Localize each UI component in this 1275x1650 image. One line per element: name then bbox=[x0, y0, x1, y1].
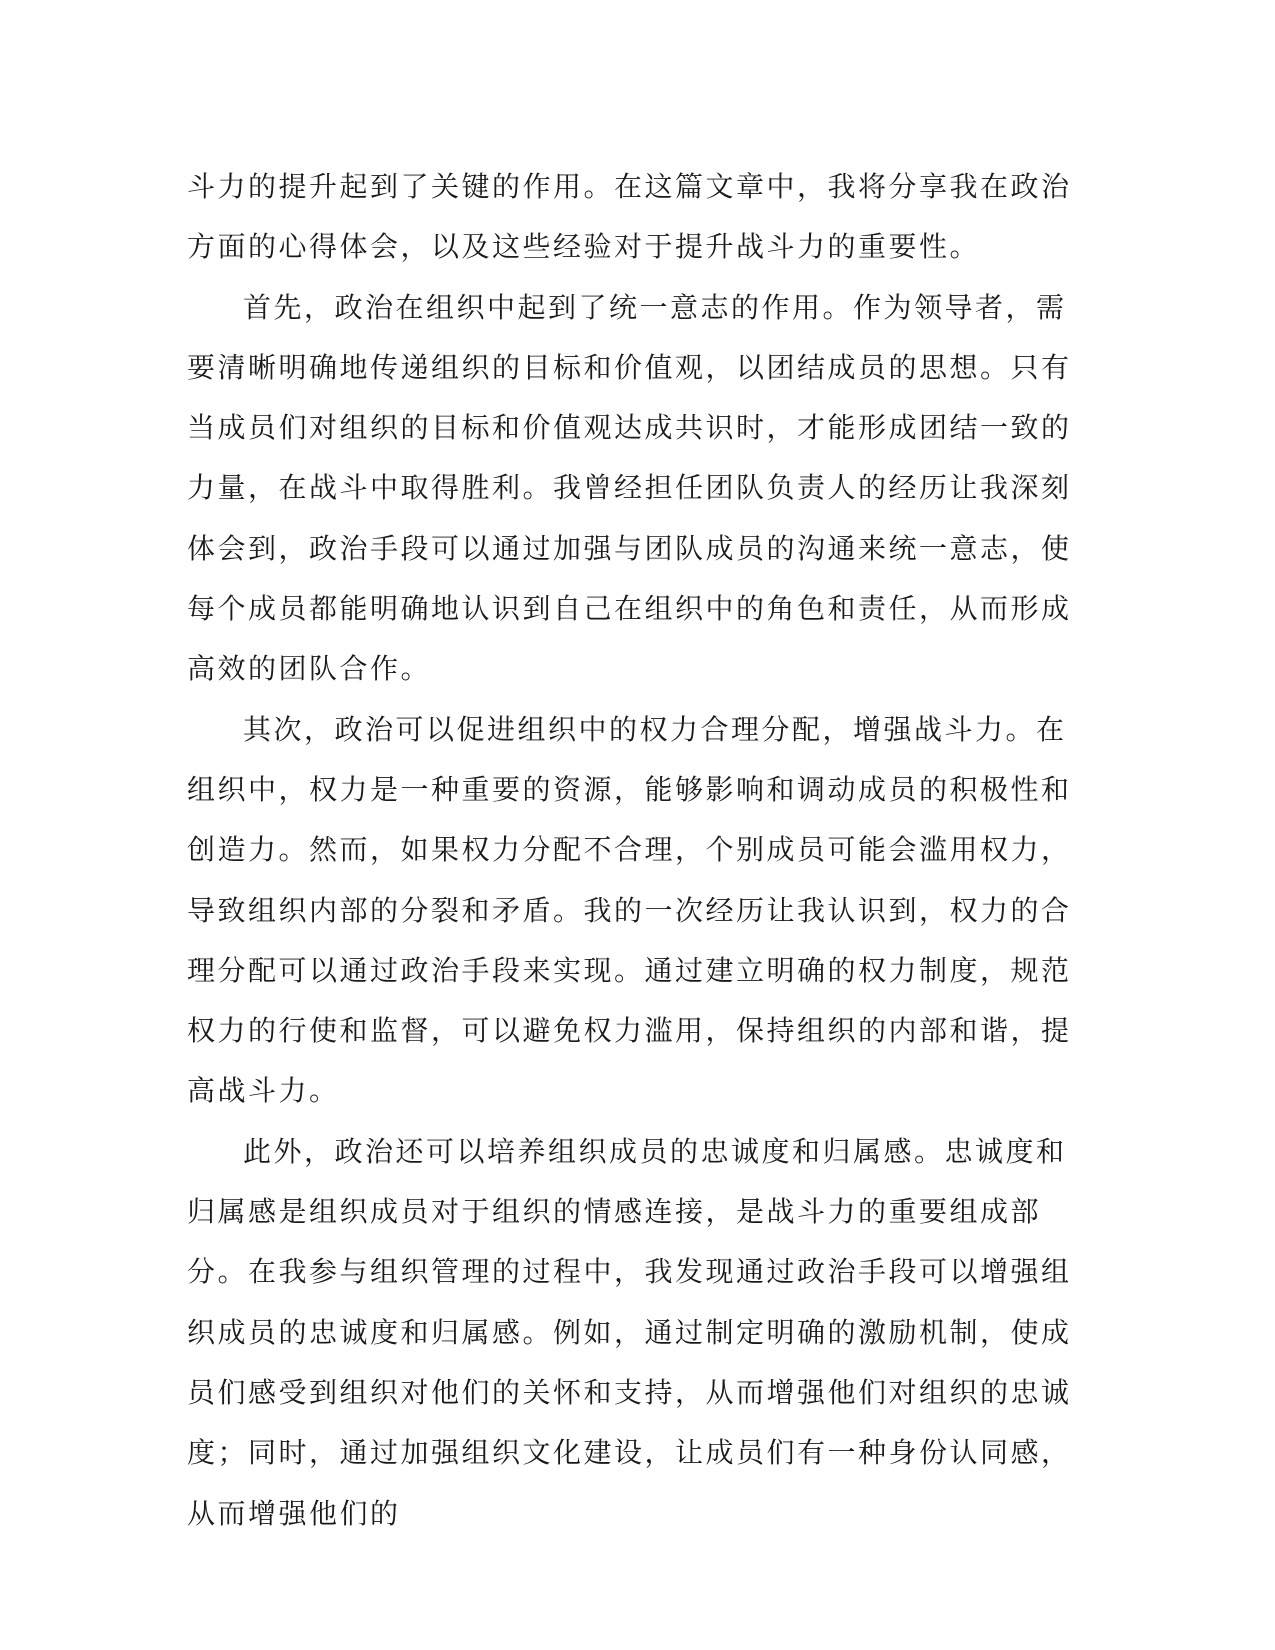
paragraph-1: 斗力的提升起到了关键的作用。在这篇文章中，我将分享我在政治方面的心得体会，以及这些经验对于提升战斗力的重要性。 bbox=[187, 170, 1072, 264]
paragraph-4: 此外，政治还可以培养组织成员的忠诚度和归属感。忠诚度和归属感是组织成员对于组织的情感连接，是战斗力的重要组成部分。在我参与组织管理的过程中，我发现通过政治手段可以增强组织成员的忠诚度和归属感。例如，通过制定明确的激励机制，使成员们感受到组织对他们的关怀和支持，从而增强他们对组织的忠诚度；同时，通过加强组织文化建设，让成员们有一种身份认同感，从而增强他们的 bbox=[187, 1134, 1072, 1530]
document-body bbox=[187, 157, 1077, 1544]
paragraph-2: 首先，政治在组织中起到了统一意志的作用。作为领导者，需要清晰明确地传递组织的目标和价值观，以团结成员的思想。只有当成员们对组织的目标和价值观达成共识时，才能形成团结一致的力量，在战斗中取得胜利。我曾经担任团队负责人的经历让我深刻体会到，政治手段可以通过加强与团队成员的沟通来统一意志，使每个成员都能明确地认识到自己在组织中的角色和责任，从而形成高效的团队合作。 bbox=[187, 290, 1072, 686]
paragraph-3: 其次，政治可以促进组织中的权力合理分配，增强战斗力。在组织中，权力是一种重要的资源，能够影响和调动成员的积极性和创造力。然而，如果权力分配不合理，个别成员可能会滥用权力，导致组织内部的分裂和矛盾。我的一次经历让我认识到，权力的合理分配可以通过政治手段来实现。通过建立明确的权力制度，规范权力的行使和监督，可以避免权力滥用，保持组织的内部和谐，提高战斗力。 bbox=[187, 712, 1072, 1108]
